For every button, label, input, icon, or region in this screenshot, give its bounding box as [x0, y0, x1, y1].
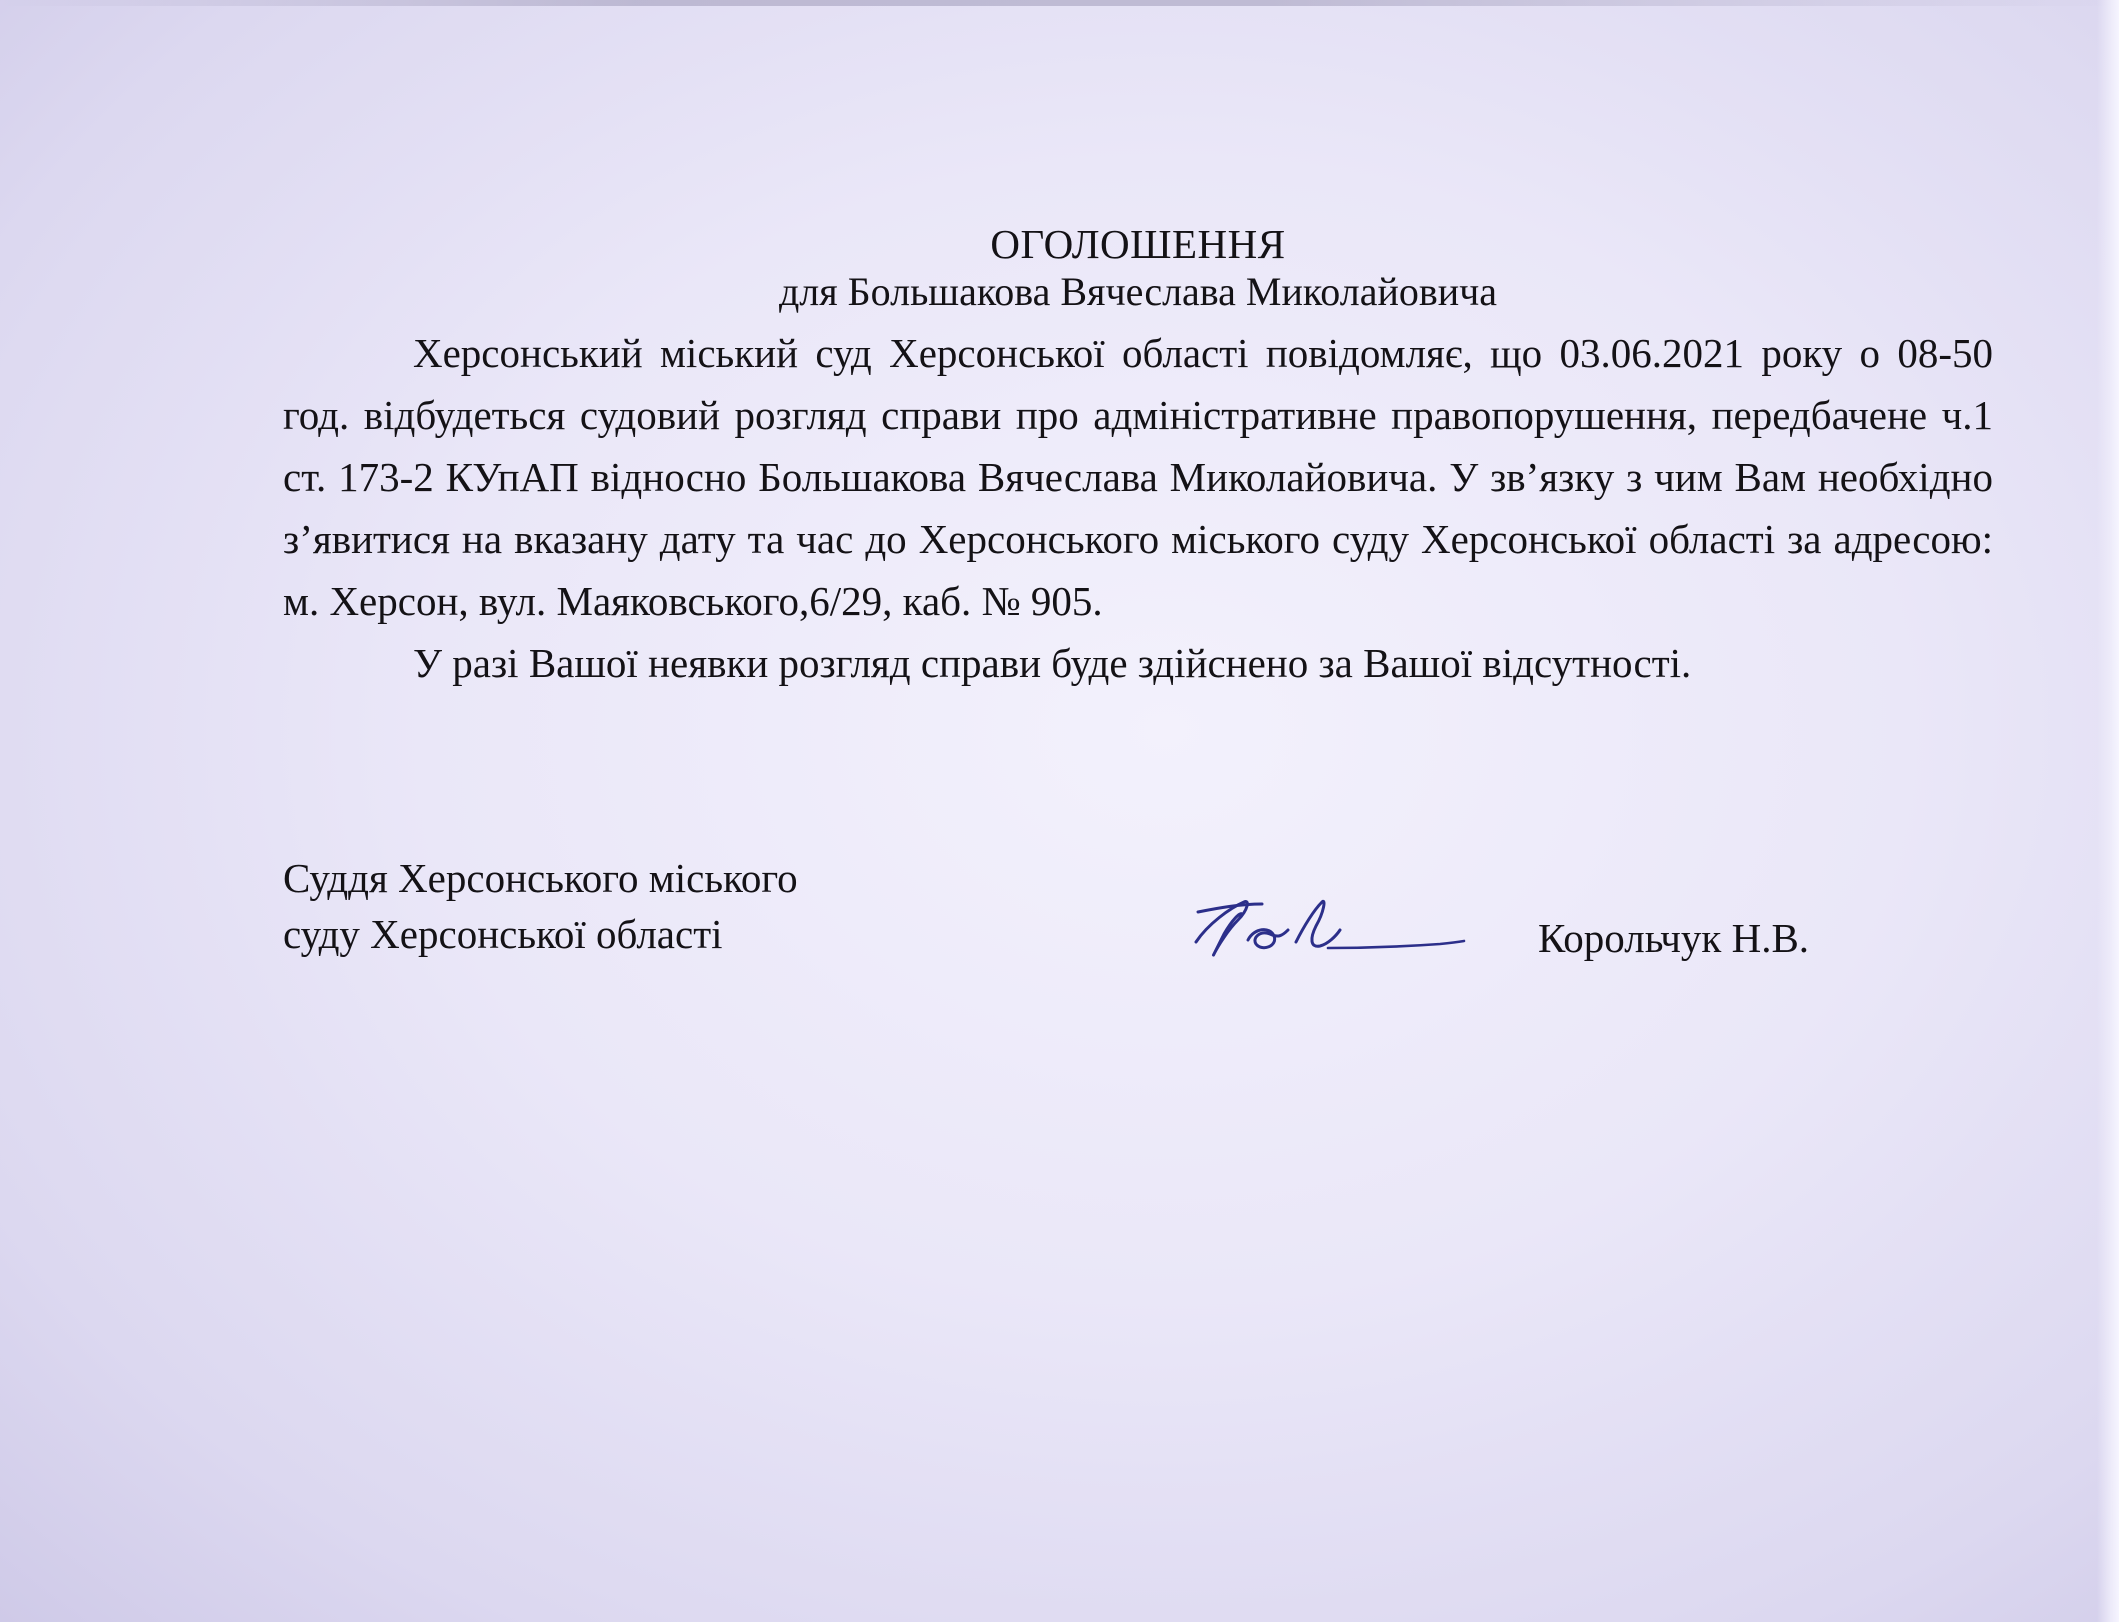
- notice-paragraph-hearing: Херсонський міський суд Херсонської області повідомляє, що 03.06.2021 року о 08-50 год. відбудеться судовий розгляд справи про адміністративне правопорушення, передбачене ч.1 ст. 173-2 КУпАП відносно Большакова Вячеслава Миколайовича. У зв’язку з чим Вам необхідно з’явитися на вказану дату та час до Херсонського міського суду Херсонської області за адресою: м. Херсон, вул. Маяковського,6/29, каб. № 905.: [283, 330, 1993, 624]
- paper-top-edge: [0, 0, 2119, 6]
- paper-right-edge: [2097, 0, 2119, 1622]
- handwritten-signature: [1178, 890, 1468, 970]
- judge-name: Корольчук Н.В.: [1538, 915, 1810, 961]
- signature-block: [283, 850, 1993, 970]
- notice-paragraph-absence: У разі Вашої неявки розгляд справи буде здійснено за Вашої відсутності.: [413, 640, 1692, 686]
- notice-addressee: для Большакова Вячеслава Миколайовича: [778, 269, 1498, 314]
- judge-position-line-1: Суддя Херсонського міського: [283, 855, 798, 901]
- notice-title: ОГОЛОШЕННЯ: [990, 221, 1286, 267]
- judge-position: [283, 850, 798, 962]
- judge-position-line-2: суду Херсонської області: [283, 911, 723, 957]
- notice-document: [283, 220, 1993, 694]
